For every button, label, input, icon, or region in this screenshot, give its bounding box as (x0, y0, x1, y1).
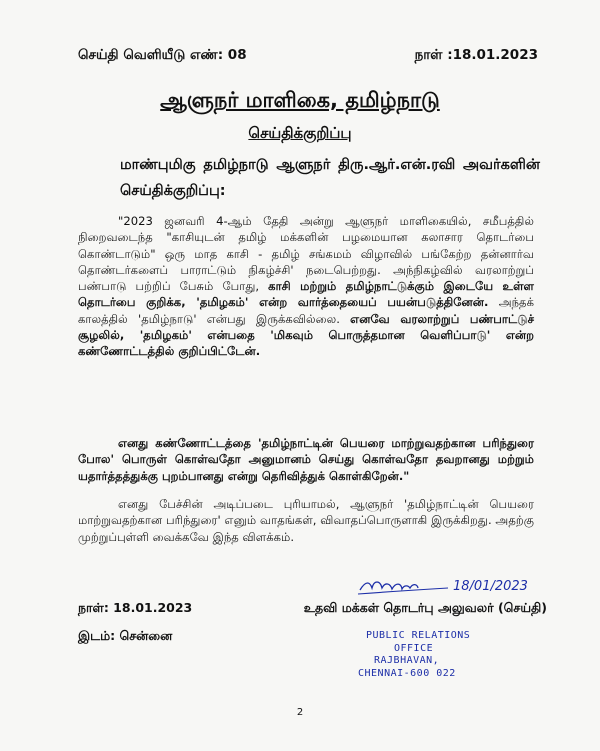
document-title: ஆளுநர் மாளிகை, தமிழ்நாடு (160, 88, 440, 112)
release-number: செய்தி வெளியீடு எண்: 08 (78, 47, 247, 63)
footer-place: இடம்: சென்னை (78, 628, 173, 643)
paragraph-1 (78, 213, 534, 360)
handwritten-signature (355, 566, 545, 600)
paragraph-1-bold-a: காசி மற்றும் தமிழ்நாட்டுக்கும் இடையே உள்ள தொடர்பை குறிக்க, 'தமிழகம்' என்ற வார்த்தையைப் பயன்படுத்தினேன். (78, 279, 534, 310)
paragraph-1-text-b: அந்தக் காலத்தில் 'தமிழ்நாடு' என்பது இருக்கவில்லை. (78, 295, 534, 326)
stamp-line-4: CHENNAI-600 022 (358, 667, 456, 679)
statement-heading: மாண்புமிகு தமிழ்நாடு ஆளுநர் திரு.ஆர்.என்.ரவி அவர்களின் செய்திக்குறிப்பு: (120, 157, 540, 199)
paragraph-2 (78, 435, 534, 484)
stamp-line-3: RAJBHAVAN, (374, 655, 440, 666)
page-number: 2 (296, 707, 304, 718)
office-stamp (358, 630, 470, 680)
paragraph-1-text: "2023 ஜனவரி 4-ஆம் தேதி அன்று ஆளுநர் மாளிகையில், சமீபத்தில் நிறைவடைந்த "காசியுடன் தமிழ் மக்களின் பழமையான கலாசார தொடர்பை கொண்டாடும்" ஒரு மாத காசி - தமிழ் சங்கமம் விழாவில் பங்கேற்ற தன்னார்வ தொண்டர்களைப் பாராட்டும் நிகழ்ச்சி' நடைபெற்றது. அந்நிகழ்வில் வரலாற்றுப் பண்பாடு பற்றிப் பேசும் போது, (78, 214, 534, 294)
stamp-line-1: PUBLIC RELATIONS (366, 630, 471, 641)
footer-date: நாள்: 18.01.2023 (78, 600, 193, 615)
paragraph-3-text: எனது பேச்சின் அடிப்படை புரியாமல், ஆளுநர் 'தமிழ்நாட்டின் பெயரை மாற்றுவதற்கான பரிந்துரை' எனும் வாதங்கள், விவாதப்பொருளாகி இருக்கிறது. அதற்கு முற்றுப்புள்ளி வைக்கவே இந்த விளக்கம். (78, 497, 534, 544)
officer-designation: உதவி மக்கள் தொடர்பு அலுவலர் (செய்தி) (303, 600, 547, 615)
document-subtitle: செய்திக்குறிப்பு (248, 124, 352, 142)
paragraph-2-text: எனது கண்ணோட்டத்தை 'தமிழ்நாட்டின் பெயரை மாற்றுவதற்கான பரிந்துரை போல' பொருள் கொள்வதோ அனுமானம் செய்து கொள்வதோ தவறானது மற்றும் யதார்த்தத்துக்கு புறம்பானது என்று தெரிவித்துக் கொள்கிறேன்." (78, 436, 534, 483)
paragraph-1-bold-b: எனவே வரலாற்றுப் பண்பாட்டுச் சூழலில், 'தமிழகம்' என்பதை 'மிகவும் பொருத்தமான வெளிப்பாடு' என்ற கண்ணோட்டத்தில் குறிப்பிட்டேன். (78, 311, 534, 359)
stamp-line-2: OFFICE (394, 642, 434, 654)
release-date: நாள் :18.01.2023 (414, 47, 538, 63)
signature-date: 18/01/2023 (453, 579, 528, 594)
paragraph-3 (78, 496, 534, 545)
